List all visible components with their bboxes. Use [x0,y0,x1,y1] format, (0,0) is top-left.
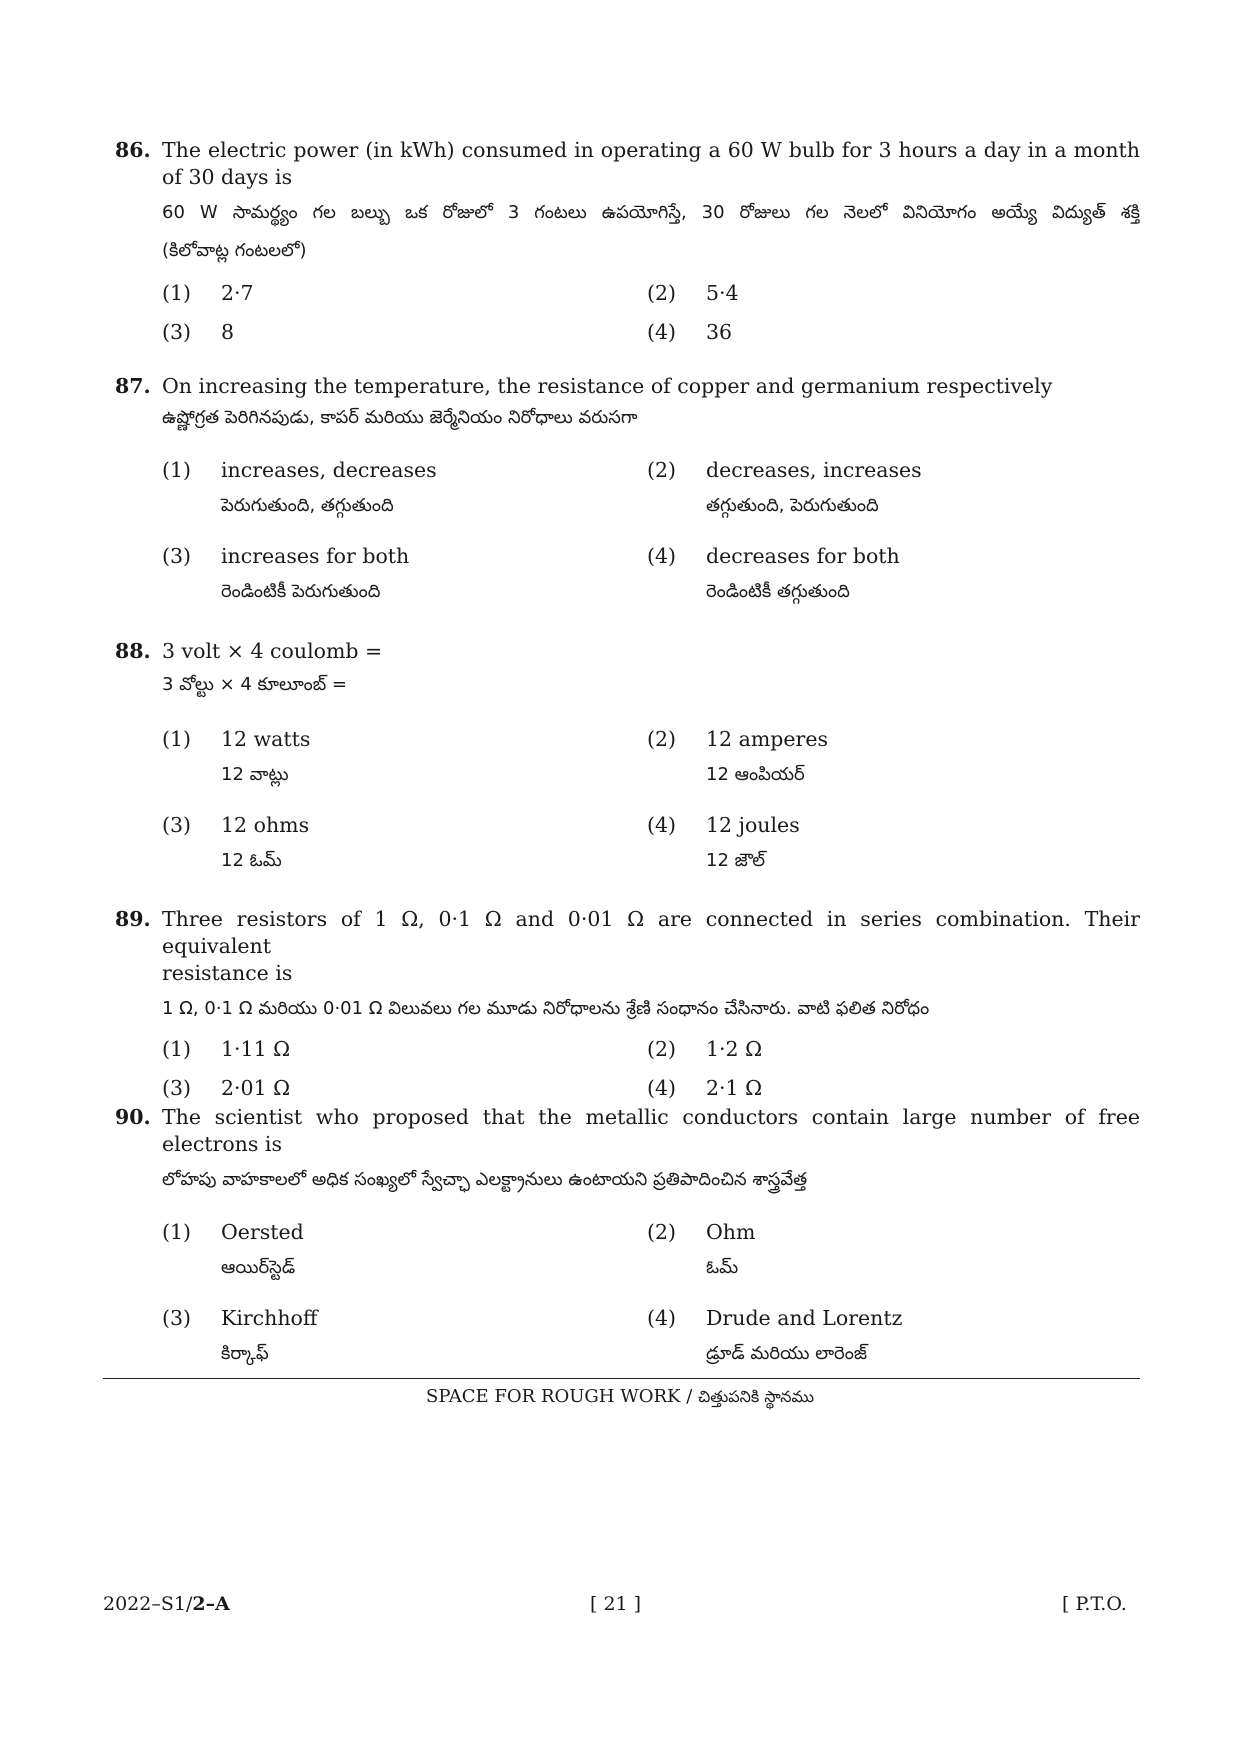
question-87 [115,373,1140,602]
rough-work-divider [103,1378,1140,1379]
option-number: (3) [162,320,192,344]
question-text-en: Three resistors of 1 Ω, 0·1 Ω and 0·01 Ω are connected in series combination. Their equivalent [162,907,1140,958]
option-text: 2·1 Ω [706,1076,763,1100]
question-number: 89. [115,907,151,931]
option-number: (2) [647,1220,677,1244]
option-number: (1) [162,458,192,482]
question-number: 86. [115,138,151,162]
option-text: 36 [706,320,733,344]
question-text-en: The scientist who proposed that the metallic conductors contain large number of free [162,1105,1140,1129]
option-text-en: 12 watts [221,727,311,751]
question-number: 88. [115,639,151,663]
option-text-en: 12 ohms [221,813,310,837]
option-number: (2) [647,1037,677,1061]
option-text-en: 12 joules [706,813,800,837]
option-text: 8 [221,320,235,344]
option-text: 2·7 [221,281,254,305]
question-text-te-line: (కిలోవాట్ల గంటలలో) [162,240,307,261]
question-text-en: resistance is [162,961,293,985]
paper-code-set: 2–A [192,1593,230,1615]
option-text-te: రెండింటికీ తగ్గుతుంది [706,581,850,602]
options [115,1035,1140,1111]
option-text-te: తగ్గుతుంది, పెరుగుతుంది [706,495,879,516]
option-text: 1·11 Ω [221,1037,291,1061]
option-text-en: decreases, increases [706,458,922,482]
option-text-en: Oersted [221,1220,304,1244]
please-turn-over: [ P.T.O. [1062,1593,1127,1615]
option-text-en: increases, decreases [221,458,437,482]
option-number: (4) [647,320,677,344]
question-text-en: 3 volt × 4 coulomb = [162,639,383,663]
option-number: (3) [162,1306,192,1330]
option-text-en: Ohm [706,1220,756,1244]
option-text-te: రెండింటికీ పెరుగుతుంది [221,581,381,602]
question-number: 90. [115,1105,151,1129]
question-number: 87. [115,374,151,398]
question-86 [115,137,1140,353]
question-text-en: On increasing the temperature, the resistance of copper and germanium respectively [162,374,1053,398]
option-text-te: 12 జౌల్ [706,850,765,871]
option-text-te: డ్రూడ్ మరియు లారెంజ్ [706,1343,868,1364]
rough-work-label-te: చిత్తుపనికి స్థానము [698,1387,814,1406]
question-text-te [162,197,1140,267]
question-text-te-line: 60 W సామర్థ్యం గల బల్బు ఒక రోజులో 3 గంటలు ఉపయోగిస్తే, 30 రోజులు గల నెలలో వినియోగం అయ్యే విద్యుత్ శక్తి [162,202,1140,223]
question-text-en: The electric power (in kWh) consumed in operating a 60 W bulb for 3 hours a day in a month [162,138,1140,162]
question-text-en: of 30 days is [162,165,293,189]
option-number: (1) [162,727,192,751]
option-number: (1) [162,281,192,305]
option-text: 2·01 Ω [221,1076,291,1100]
option-text-en: increases for both [221,544,410,568]
option-text-en: decreases for both [706,544,900,568]
option-number: (2) [647,727,677,751]
option-text-te: ఓమ్ [706,1257,739,1278]
question-text-te: 1 Ω, 0·1 Ω మరియు 0·01 Ω విలువలు గల మూడు నిరోధాలను శ్రేణి సంధానం చేసినారు. వాటి ఫలిత నిరోధం [162,998,930,1019]
question-text-en: electrons is [162,1132,282,1156]
paper-code [103,1593,230,1615]
option-number: (4) [647,813,677,837]
option-text-en: 12 amperes [706,727,828,751]
option-text-te: 12 ఆంపియర్ [706,764,805,785]
option-number: (4) [647,1076,677,1100]
paper-code-prefix: 2022–S1/ [103,1593,193,1615]
question-90 [115,1104,1140,1364]
option-number: (3) [162,813,192,837]
option-number: (2) [647,281,677,305]
option-number: (1) [162,1220,192,1244]
option-text-en: Drude and Lorentz [706,1306,903,1330]
option-text-te: 12 వాట్లు [221,764,289,785]
option-text: 5·4 [706,281,739,305]
question-88 [115,638,1140,871]
rough-work-label [0,1386,1240,1410]
option-number: (3) [162,1076,192,1100]
question-text-te: లోహపు వాహకాలలో అధిక సంఖ్యలో స్వేచ్ఛా ఎలక్ట్రానులు ఉంటాయని ప్రతిపాదించిన శాస్త్రవేత్త [162,1169,808,1190]
rough-work-label-en: SPACE FOR ROUGH WORK / [426,1386,693,1407]
option-text-en: Kirchhoff [221,1306,318,1330]
option-text-te: కిర్కాఫ్ [221,1343,269,1364]
question-text-te: ఉష్ణోగ్రత పెరిగినపుడు, కాపర్ మరియు జెర్మేనియం నిరోధాలు వరుసగా [162,407,638,428]
option-text-te: 12 ఓమ్ [221,850,282,871]
option-text-te: పెరుగుతుంది, తగ్గుతుంది [221,495,394,516]
option-text: 1·2 Ω [706,1037,763,1061]
option-number: (4) [647,1306,677,1330]
question-text-te: 3 వోల్టు × 4 కూలూంబ్ = [162,674,347,695]
page-number: [ 21 ] [590,1593,642,1615]
question-89 [115,906,1140,1111]
option-number: (2) [647,458,677,482]
option-number: (4) [647,544,677,568]
option-number: (1) [162,1037,192,1061]
option-number: (3) [162,544,192,568]
option-text-te: ఆయిర్‌స్టెడ్ [221,1257,296,1278]
options [115,277,1140,353]
